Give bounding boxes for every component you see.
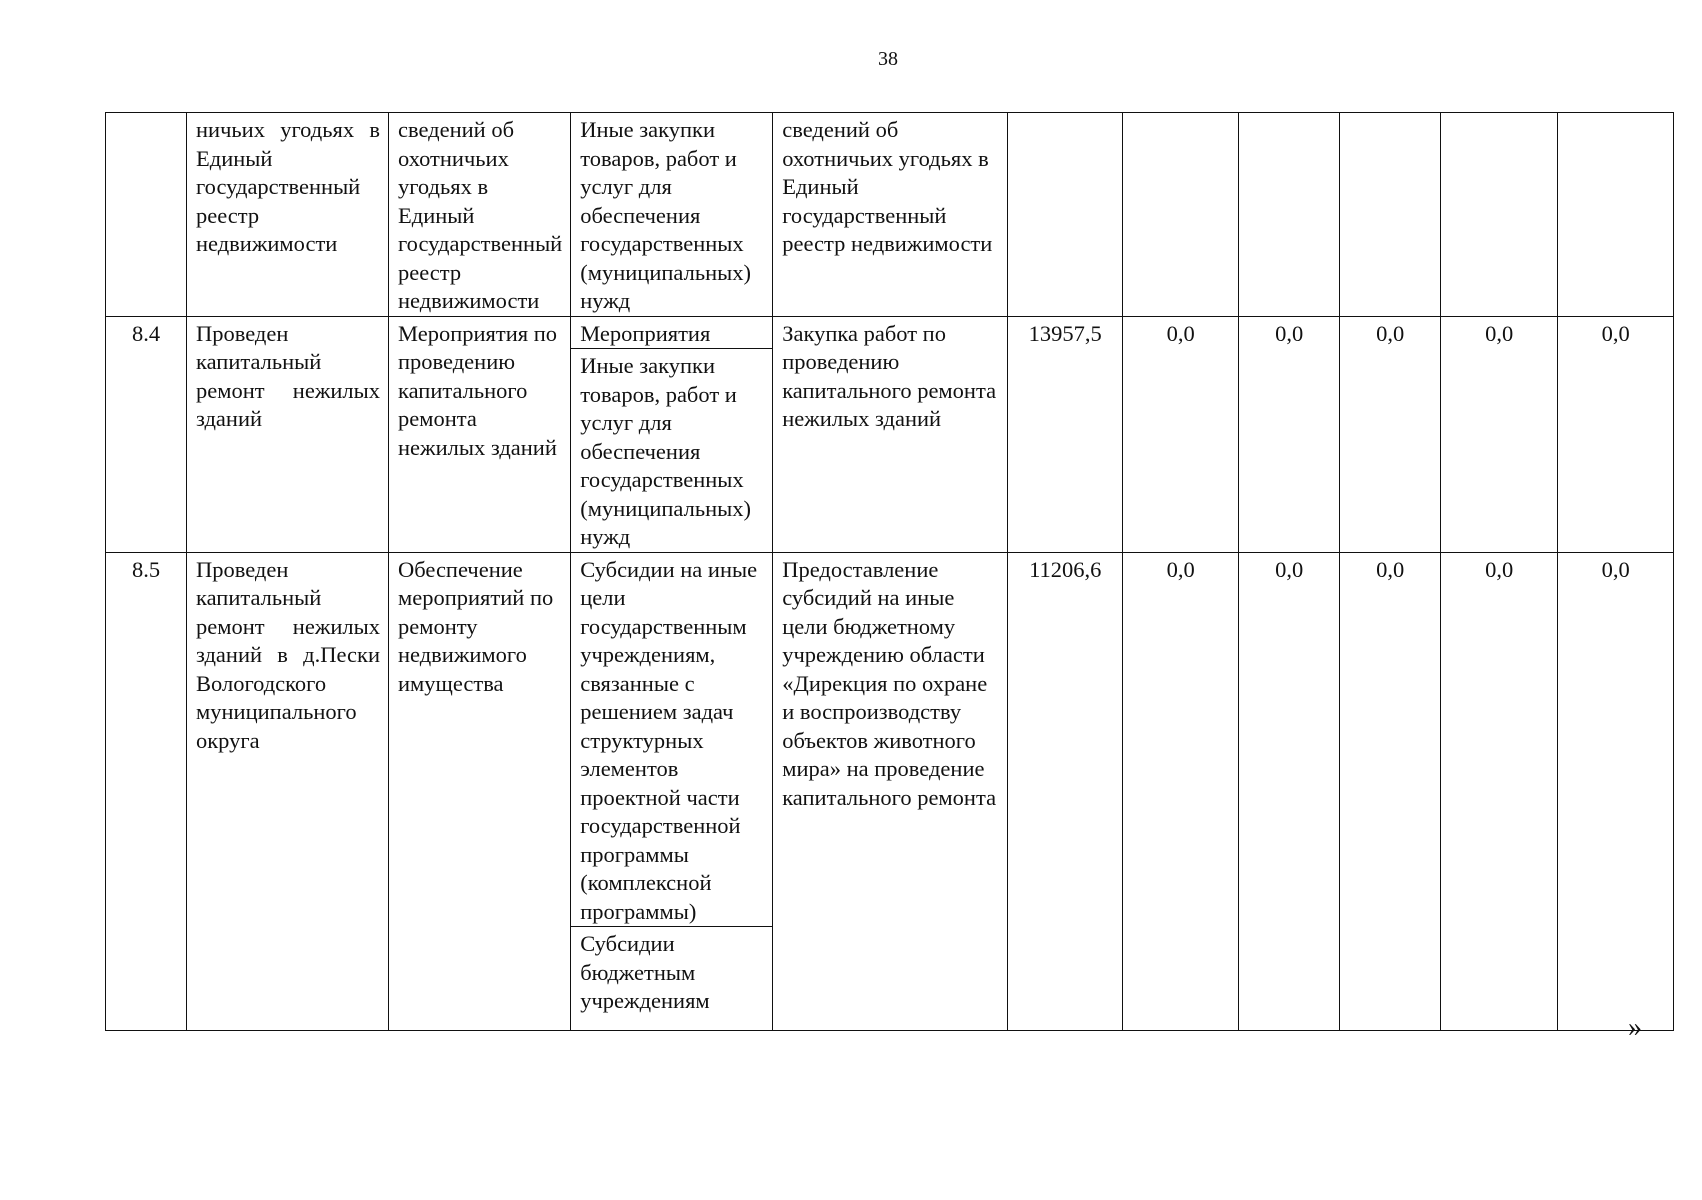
row-number — [106, 113, 187, 317]
value-cell: 0,0 — [1340, 552, 1441, 1030]
value-cell — [1123, 113, 1239, 317]
value-cell: 0,0 — [1441, 316, 1558, 552]
result-cell: Проведен капитальный ремонт нежилых зданий в д.Пески Вологодского муниципального округа — [187, 552, 389, 1030]
measure-cell: Обеспечение мероприятий по ремонту недвижимого имущества — [389, 552, 571, 1030]
value-cell: 0,0 — [1239, 316, 1340, 552]
value-cell: 0,0 — [1123, 316, 1239, 552]
closing-quote-mark: » — [1628, 1012, 1642, 1043]
table-row — [106, 316, 1674, 552]
value-cell: 13957,5 — [1008, 316, 1123, 552]
expense-type-cell — [571, 113, 773, 317]
expense-type-cell — [571, 552, 773, 1030]
measure-cell: сведений об охотничьих угодьях в Единый государственный реестр недвижимости — [389, 113, 571, 317]
value-cell: 11206,6 — [1008, 552, 1123, 1030]
budget-table — [105, 112, 1674, 1031]
measure-cell: Мероприятия по проведению капитального ремонта нежилых зданий — [389, 316, 571, 552]
value-cell — [1239, 113, 1340, 317]
direction-cell: Закупка работ по проведению капитального ремонта нежилых зданий — [773, 316, 1008, 552]
table-row — [106, 552, 1674, 1030]
value-cell — [1441, 113, 1558, 317]
direction-cell: сведений об охотничьих угодьях в Единый государственный реестр недвижимости — [773, 113, 1008, 317]
expense-type-item: Субсидии на иные цели государственным учреждениям, связанные с решением задач структурных элементов проектной части государственной программы (комплексной программы) — [580, 556, 758, 924]
value-cell: 0,0 — [1558, 552, 1674, 1030]
value-cell: 0,0 — [1441, 552, 1558, 1030]
value-cell: 0,0 — [1239, 552, 1340, 1030]
value-cell — [1008, 113, 1123, 317]
value-cell — [1340, 113, 1441, 317]
expense-type-item: Иные закупки товаров, работ и услуг для обеспечения государственных (муниципальных) нужд — [571, 348, 772, 552]
expense-type-item: Мероприятия — [580, 320, 711, 346]
page-number: 38 — [878, 48, 898, 70]
table-row — [106, 113, 1674, 317]
expense-type-item: Иные закупки товаров, работ и услуг для обеспечения государственных (муниципальных) нужд — [580, 117, 751, 313]
expense-type-cell — [571, 316, 773, 552]
value-cell: 0,0 — [1123, 552, 1239, 1030]
value-cell: 0,0 — [1340, 316, 1441, 552]
row-number: 8.4 — [106, 316, 187, 552]
value-cell: 0,0 — [1558, 316, 1674, 552]
value-cell — [1558, 113, 1674, 317]
row-number: 8.5 — [106, 552, 187, 1030]
result-cell: Проведен капитальный ремонт нежилых зданий — [187, 316, 389, 552]
result-cell: ничьих угодьях в Единый государственный реестр недвижимости — [187, 113, 389, 317]
direction-cell: Предоставление субсидий на иные цели бюджетному учреждению области «Дирекция по охране и воспроизводству объектов животного мира» на проведение капитального ремонта — [773, 552, 1008, 1030]
expense-type-item: Субсидии бюджетным учреждениям — [571, 926, 772, 1016]
